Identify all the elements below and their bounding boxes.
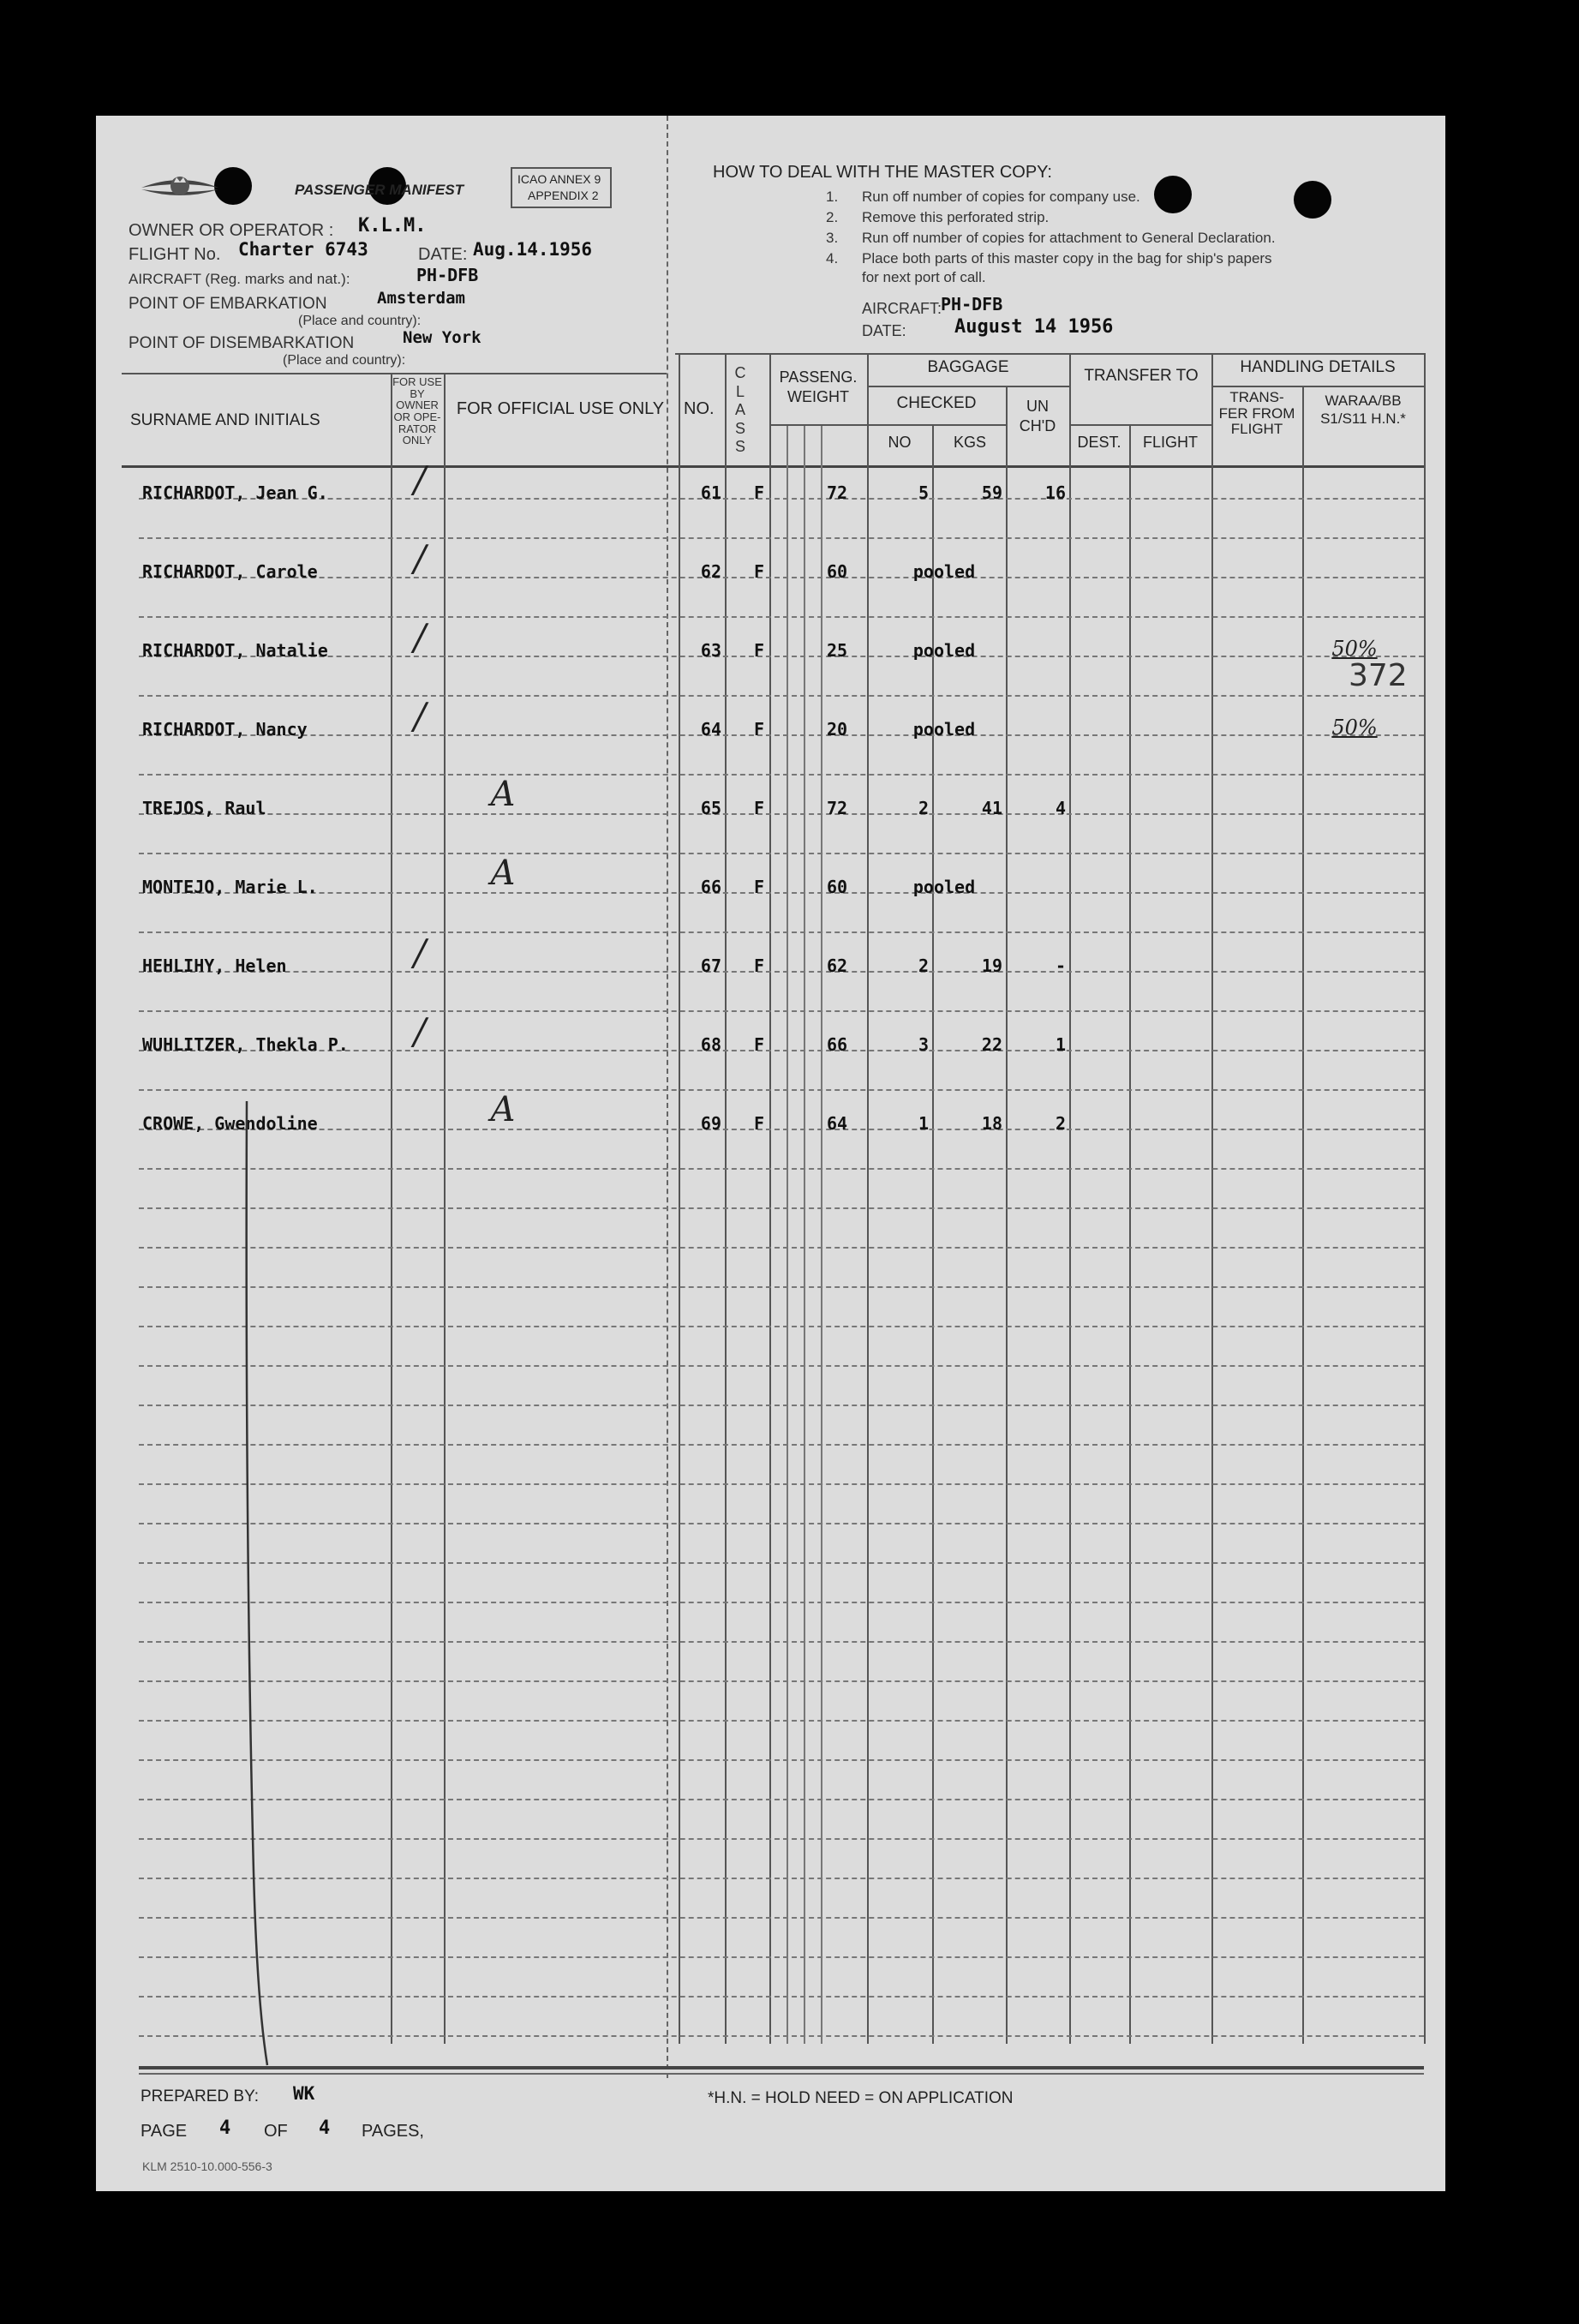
col-flight-header: FLIGHT — [1142, 434, 1198, 451]
passenger-row — [96, 854, 1432, 909]
official-mark: A — [490, 1090, 516, 1129]
row-rule — [139, 774, 1424, 776]
left-header-rule — [122, 373, 667, 374]
col-line — [1069, 353, 1071, 2044]
col-surname-header: SURNAME AND INITIALS — [130, 411, 320, 429]
row-rule — [139, 2035, 1424, 2037]
manifest-page — [96, 116, 1445, 2191]
col-unchd-header: UN CH'D — [1019, 398, 1056, 434]
owner-label: OWNER OR OPERATOR : — [129, 221, 334, 240]
passenger-class: F — [753, 482, 764, 503]
owner-check-mark: / — [413, 931, 427, 973]
passenger-weight: 66 — [826, 1034, 848, 1055]
row-rule — [139, 1286, 1424, 1288]
row-rule — [139, 1838, 1424, 1840]
passenger-class: F — [753, 955, 764, 976]
passenger-row — [96, 1090, 1432, 1146]
date-value: Aug.14.1956 — [473, 239, 593, 260]
col-transfer-header: TRANSFER TO — [1084, 367, 1199, 385]
bag-kgs: 41 — [981, 798, 1002, 818]
punch-hole — [1294, 181, 1331, 219]
instructions-title: HOW TO DEAL WITH THE MASTER COPY: — [713, 163, 1052, 182]
row-rule — [139, 1089, 1424, 1091]
bag-count: 2 — [918, 798, 929, 818]
row-rule — [139, 1641, 1424, 1643]
passenger-no: 67 — [700, 955, 721, 976]
passenger-class: F — [753, 798, 764, 818]
column-header-bottom — [122, 465, 1426, 468]
icao-line1: ICAO ANNEX 9 — [517, 172, 601, 186]
passenger-row — [96, 931, 1432, 988]
passenger-class: F — [753, 640, 764, 661]
row-rule — [139, 1680, 1424, 1682]
aircraft-value: PH-DFB — [416, 265, 479, 285]
pen-stroke — [242, 1101, 276, 2069]
instr-text-3: Run off number of copies for attachment to General Declaration. — [862, 230, 1276, 246]
col-line — [1211, 353, 1213, 2044]
owner-check-mark: / — [413, 616, 427, 658]
row-rule — [139, 616, 1424, 618]
row-rule — [139, 1483, 1424, 1485]
bag-count: 5 — [918, 482, 929, 503]
instr-num-2: 2. — [826, 209, 839, 225]
instr-text-4: Place both parts of this master copy in the bag for ship's papers — [862, 250, 1272, 267]
handling-note: 50% — [1331, 637, 1378, 661]
col-line — [1006, 386, 1008, 2044]
col-weight-header: PASSENG. WEIGHT — [779, 368, 858, 406]
col-line — [867, 353, 869, 2044]
row-rule — [139, 1956, 1424, 1958]
passenger-weight: 64 — [826, 1113, 848, 1134]
bag-unchecked: 1 — [1055, 1034, 1066, 1055]
col-line — [769, 353, 771, 2044]
passenger-no: 65 — [700, 798, 721, 818]
page-value: 4 — [219, 2117, 231, 2139]
passenger-weight: 72 — [826, 482, 848, 503]
passenger-row — [96, 458, 1432, 515]
col-waraa-header: WARAA/BB S1/S11 H.N.* — [1320, 392, 1406, 428]
flight-label: FLIGHT No. — [129, 245, 221, 264]
passenger-row — [96, 695, 1432, 752]
owner-check-mark: / — [413, 695, 427, 737]
row-rule — [139, 1878, 1424, 1879]
klm-logo-icon — [137, 169, 223, 203]
bag-count: 2 — [918, 955, 929, 976]
passenger-class: F — [753, 877, 764, 897]
col-no-header: NO. — [684, 399, 715, 418]
col-handling-header: HANDLING DETAILS — [1240, 358, 1396, 376]
prepared-label: PREPARED BY: — [141, 2087, 259, 2105]
row-rule — [139, 1996, 1424, 1998]
hn-note: *H.N. = HOLD NEED = ON APPLICATION — [708, 2089, 1014, 2107]
owner-check-mark: / — [413, 1010, 427, 1052]
passenger-name: WUHLITZER, Thekla P. — [142, 1034, 349, 1055]
row-rule — [139, 695, 1424, 697]
col-line — [1302, 386, 1304, 2044]
passenger-weight: 62 — [826, 955, 848, 976]
col-transfer-from-header: TRANS- FER FROM FLIGHT — [1218, 389, 1295, 438]
icao-box — [511, 167, 612, 208]
passenger-no: 61 — [700, 482, 721, 503]
row-rule — [139, 1562, 1424, 1564]
passenger-class: F — [753, 1034, 764, 1055]
instr-date-label: DATE: — [862, 322, 906, 339]
row-rule — [139, 1523, 1424, 1524]
row-rule — [139, 1207, 1424, 1209]
passenger-weight: 60 — [826, 561, 848, 582]
row-rule — [139, 1010, 1424, 1012]
row-rule — [139, 1917, 1424, 1919]
passenger-row — [96, 537, 1432, 594]
bag-pooled: pooled — [912, 640, 976, 661]
perforation-line — [667, 116, 668, 2078]
bag-kgs: 59 — [981, 482, 1002, 503]
owner-value: K.L.M. — [358, 215, 427, 237]
passenger-name: RICHARDOT, Jean G. — [142, 482, 328, 503]
row-rule — [139, 1326, 1424, 1327]
instr-text-1: Run off number of copies for company use. — [862, 189, 1140, 205]
col-owner-use-header: FOR USE BY OWNER OR OPE- RATOR ONLY — [392, 375, 442, 447]
bag-count: 1 — [918, 1113, 929, 1134]
embark-label: POINT OF EMBARKATION — [129, 295, 327, 313]
row-rule — [139, 537, 1424, 539]
row-rule — [139, 1720, 1424, 1722]
passenger-name: RICHARDOT, Natalie — [142, 640, 328, 661]
instr-aircraft-label: AIRCRAFT: — [862, 300, 942, 317]
bag-pooled: pooled — [912, 719, 976, 740]
row-rule — [139, 1247, 1424, 1249]
disembark-value: New York — [403, 328, 481, 347]
instr-text-4-cont: for next port of call. — [862, 269, 986, 285]
passenger-name: TREJOS, Raul — [142, 798, 266, 818]
footer-rule — [139, 2066, 1424, 2069]
handwritten-372: 372 — [1349, 658, 1408, 693]
passenger-name: RICHARDOT, Carole — [142, 561, 318, 582]
form-title: PASSENGER MANIFEST — [295, 182, 464, 198]
bag-kgs: 19 — [981, 955, 1002, 976]
col-dest-header: DEST. — [1077, 434, 1121, 451]
passenger-class: F — [753, 1113, 764, 1134]
bag-unchecked: 4 — [1055, 798, 1066, 818]
passenger-weight: 25 — [826, 640, 848, 661]
col-baggage-header: BAGGAGE — [927, 358, 1009, 376]
passenger-name: CROWE, Gwendoline — [142, 1113, 318, 1134]
row-rule — [139, 1405, 1424, 1406]
bag-unchecked: - — [1055, 955, 1066, 976]
form-code: KLM 2510-10.000-556-3 — [142, 2159, 272, 2173]
passenger-class: F — [753, 561, 764, 582]
aircraft-label: AIRCRAFT (Reg. marks and nat.): — [129, 271, 350, 287]
col-line — [725, 353, 727, 2044]
handling-note: 50% — [1331, 716, 1378, 740]
bag-kgs: 22 — [981, 1034, 1002, 1055]
row-rule — [139, 1365, 1424, 1367]
passenger-no: 63 — [700, 640, 721, 661]
col-official-header: FOR OFFICIAL USE ONLY — [456, 399, 665, 418]
passenger-row — [96, 1010, 1432, 1067]
row-rule — [139, 1168, 1424, 1170]
disembark-sub: (Place and country): — [283, 353, 406, 368]
instr-text-2: Remove this perforated strip. — [862, 209, 1050, 225]
owner-check-mark: / — [413, 537, 427, 579]
of-value: 4 — [319, 2117, 331, 2139]
passenger-row — [96, 616, 1432, 673]
row-rule — [139, 1602, 1424, 1603]
instr-num-3: 3. — [826, 230, 839, 246]
page-label: PAGE — [141, 2122, 188, 2141]
transfer-sub-rule — [1069, 424, 1211, 426]
col-line — [1424, 353, 1426, 2044]
passenger-no: 69 — [700, 1113, 721, 1134]
instr-num-1: 1. — [826, 189, 839, 205]
right-header-rule — [675, 353, 1426, 355]
row-rule — [139, 1759, 1424, 1761]
weight-sub-rule — [769, 424, 867, 426]
col-kgs-header: KGS — [953, 434, 986, 451]
disembark-label: POINT OF DISEMBARKATION — [129, 334, 355, 352]
of-label: OF — [264, 2122, 288, 2141]
col-bagno-header: NO — [888, 434, 912, 451]
passenger-name: MONTEJO, Marie L. — [142, 877, 318, 897]
instr-aircraft-value: PH-DFB — [941, 294, 1003, 314]
prepared-value: WK — [293, 2083, 315, 2104]
passenger-no: 62 — [700, 561, 721, 582]
passenger-row — [96, 775, 1432, 830]
col-line — [679, 353, 680, 2044]
instr-num-4: 4. — [826, 250, 839, 267]
passenger-no: 64 — [700, 719, 721, 740]
row-rule — [139, 1444, 1424, 1446]
row-rule — [139, 853, 1424, 854]
passenger-weight: 60 — [826, 877, 848, 897]
checked-sub-rule — [867, 424, 1006, 426]
bag-pooled: pooled — [912, 877, 976, 897]
passenger-no: 68 — [700, 1034, 721, 1055]
official-mark: A — [490, 854, 516, 893]
passenger-no: 66 — [700, 877, 721, 897]
flight-value: Charter 6743 — [238, 239, 368, 260]
date-label: DATE: — [418, 245, 468, 264]
pages-label: PAGES, — [362, 2122, 424, 2141]
col-class-header: CLASS — [734, 364, 746, 456]
passenger-weight: 20 — [826, 719, 848, 740]
col-checked-header: CHECKED — [896, 394, 977, 412]
punch-hole — [1154, 176, 1192, 213]
owner-check-mark: / — [413, 458, 427, 500]
bag-unchecked: 16 — [1044, 482, 1066, 503]
bag-pooled: pooled — [912, 561, 976, 582]
baggage-sub-rule — [867, 386, 1069, 387]
icao-line2: APPENDIX 2 — [528, 189, 599, 202]
footer-rule-2 — [139, 2073, 1424, 2075]
row-rule — [139, 931, 1424, 933]
handling-sub-rule — [1211, 386, 1424, 387]
bag-kgs: 18 — [981, 1113, 1002, 1134]
embark-sub: (Place and country): — [298, 314, 422, 328]
passenger-class: F — [753, 719, 764, 740]
passenger-name: RICHARDOT, Nancy — [142, 719, 308, 740]
embark-value: Amsterdam — [377, 289, 465, 308]
bag-unchecked: 2 — [1055, 1113, 1066, 1134]
passenger-name: HEHLIHY, Helen — [142, 955, 287, 976]
bag-count: 3 — [918, 1034, 929, 1055]
official-mark: A — [490, 775, 516, 814]
row-rule — [139, 1799, 1424, 1800]
instr-date-value: August 14 1956 — [954, 316, 1114, 338]
passenger-weight: 72 — [826, 798, 848, 818]
